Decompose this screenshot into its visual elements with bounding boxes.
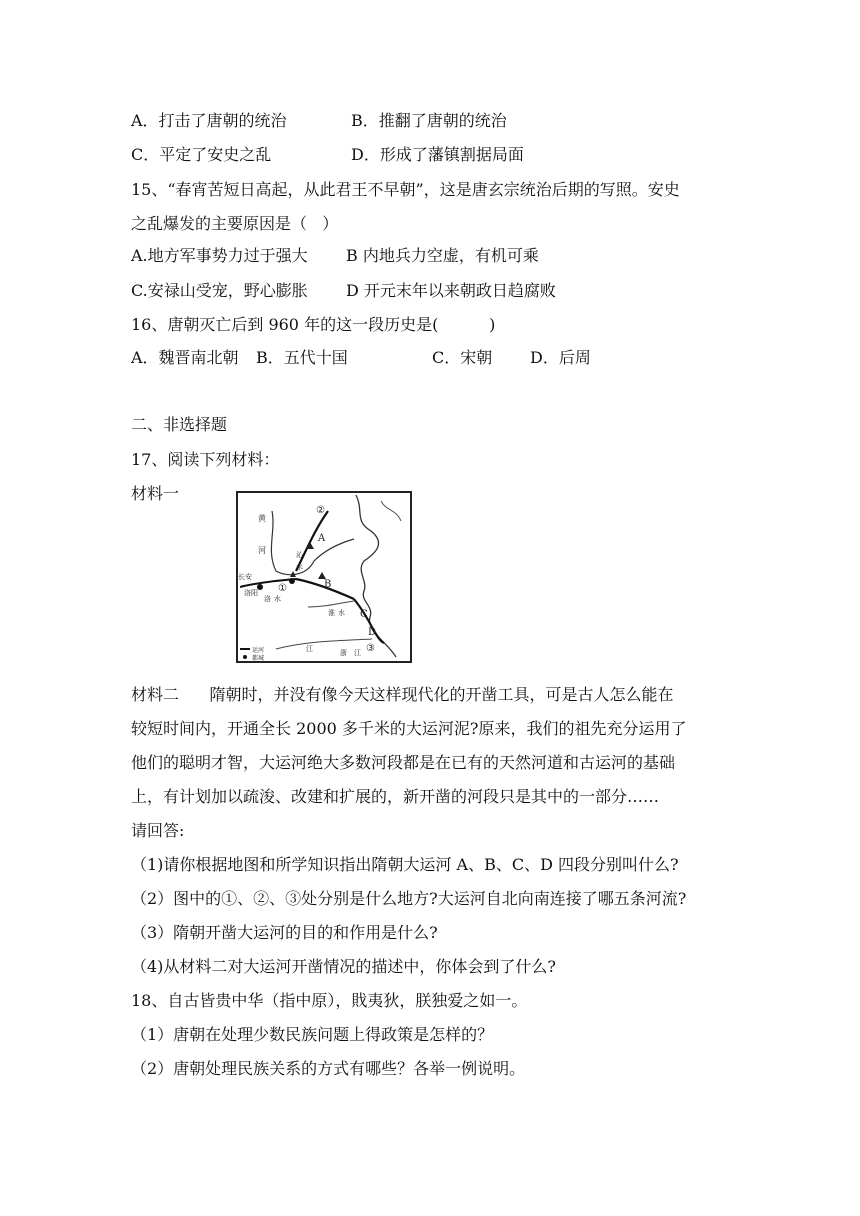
- q15-option-a: A.地方军事势力过于强大: [131, 246, 308, 265]
- q14-option-a: A．打击了唐朝的统治: [131, 111, 287, 130]
- material1-label: 材料一: [131, 484, 180, 503]
- q17-stem: 17、阅读下列材料：: [131, 450, 280, 469]
- q15-option-c: C.安禄山受宠，野心膨胀: [131, 281, 308, 300]
- map-label-circle2: ②: [316, 505, 325, 516]
- map-legend-capital: 都城: [252, 655, 265, 662]
- section-title: 二、非选择题: [131, 415, 228, 434]
- q15-option-b: B 内地兵力空虚，有机可乘: [346, 246, 539, 265]
- q17-sub-1: （1)请你根据地图和所学知识指出隋朝大运河 A、B、C、D 四段分别叫什么?: [131, 855, 679, 874]
- material2-line3: 他们的聪明才智，大运河绝大多数河段都是在已有的天然河道和古运河的基础: [131, 753, 676, 772]
- q16-option-a: A．魏晋南北朝: [131, 348, 239, 367]
- map-label-jiang2: 江: [354, 649, 361, 657]
- q16-option-b: B．五代十国: [256, 348, 348, 367]
- map-label-zhe: 浙: [340, 649, 347, 657]
- q17-sub-2: （2）图中的①、②、③处分别是什么地方?大运河自北向南连接了哪五条河流?: [131, 889, 687, 908]
- map-label-huai: 淮: [328, 609, 335, 617]
- q15-option-d: D 开元末年以来朝政日趋腐败: [346, 281, 556, 300]
- material2-line4: 上，有计划加以疏浚、改建和扩展的，新开凿的河段只是其中的一部分……: [131, 787, 660, 806]
- map-label-huai-shui: 水: [338, 609, 345, 617]
- map-label-river-yellow: 黄: [258, 514, 266, 523]
- q16-stem: 16、唐朝灭亡后到 960 年的这一段历史是( ): [131, 315, 496, 334]
- q18-sub-2: （2）唐朝处理民族关系的方式有哪些？各举一例说明。: [131, 1059, 526, 1078]
- map-label-d: D: [368, 627, 377, 638]
- q18-stem: 18、自古皆贵中华（指中原），戝夷狄，朕独爱之如一。: [131, 991, 528, 1010]
- map-label-jiang1: 江: [306, 645, 313, 653]
- map-label-c: C: [360, 609, 368, 620]
- q15-stem-line1: 15、“春宵苦短日高起，从此君王不早朝”，这是唐玄宗统治后期的写照。安史: [131, 180, 680, 199]
- map-label-b: B: [324, 579, 332, 590]
- q14-option-c: C．平定了安史之乱: [131, 145, 272, 164]
- q14-option-d: D．形成了藩镇割据局面: [351, 145, 524, 164]
- q15-stem-line2: 之乱爆发的主要原因是（ ）: [131, 214, 339, 233]
- grand-canal-map: [236, 491, 412, 663]
- q16-option-d: D．后周: [530, 348, 591, 367]
- map-label-circle1: ①: [278, 583, 287, 594]
- map-label-luo-shui: 水: [274, 595, 281, 603]
- map-label-luoyang: 洛阳: [244, 589, 258, 597]
- map-label-circle3: ③: [366, 643, 375, 654]
- map-label-a: A: [318, 533, 326, 544]
- q16-option-c: C．宋朝: [432, 348, 493, 367]
- map-legend-river: 运河: [252, 647, 265, 654]
- q17-sub-4: （4)从材料二对大运河开凿情况的描述中，你体会到了什么?: [131, 957, 557, 976]
- map-label-river-qin: 沁: [296, 551, 303, 559]
- map-label-river-he: 河: [258, 546, 266, 555]
- q17-sub-3: （3）隋朝开凿大运河的目的和作用是什么?: [131, 923, 438, 942]
- material2-line1: 材料二 隋朝时，并没有像今天这样现代化的开凿工具，可是古人怎么能在: [131, 685, 674, 704]
- map-label-river-shui: 水: [296, 563, 303, 571]
- q14-option-b: B．推翻了唐朝的统治: [351, 111, 507, 130]
- map-label-changan: 长安: [238, 573, 252, 581]
- map-label-luo: 洛: [264, 595, 271, 603]
- material2-line2: 较短时间内，开通全长 2000 多千米的大运河泥?原来，我们的祖先充分运用了: [131, 719, 687, 738]
- q17-prompt: 请回答:: [131, 821, 185, 840]
- q18-sub-1: （1）唐朝在处理少数民族问题上得政策是怎样的？: [131, 1025, 494, 1044]
